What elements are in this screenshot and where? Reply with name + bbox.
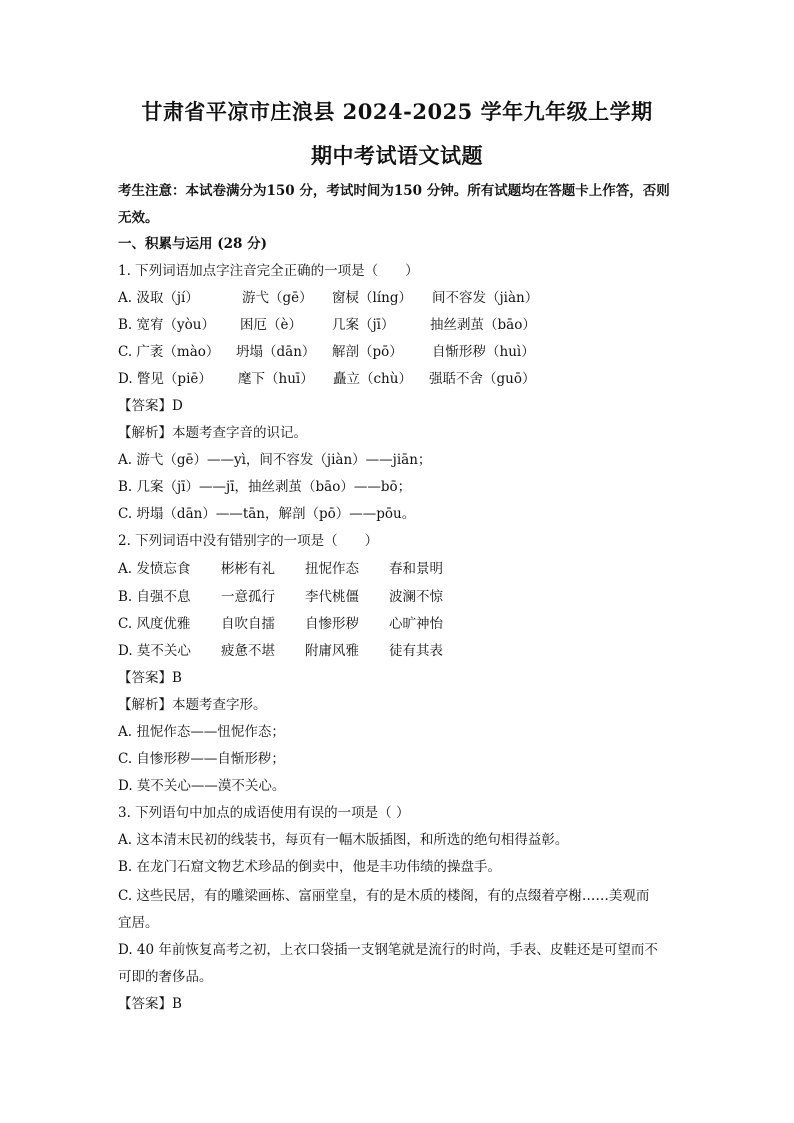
q2-a-3: 扭怩作态 xyxy=(305,561,359,577)
q3-line-3: 宜居。 xyxy=(118,915,159,931)
q1-b-2: 困厄（è） xyxy=(240,317,302,333)
q2-d-1: D. 莫不关心 xyxy=(118,643,191,659)
q2-option-d xyxy=(118,642,443,660)
q1-b-4: 抽丝剥茧（bāo） xyxy=(430,317,536,333)
q2-c-3: 自惨形秽 xyxy=(305,616,359,632)
q1-b-3: 几案（jī） xyxy=(332,317,395,333)
q3-line-2: C. 这些民居，有的雕梁画栋、富丽堂皇，有的是木质的楼阁，有的点缀着亭榭……美观而 xyxy=(118,888,650,904)
q1-d-1: D. 瞥见（piē） xyxy=(118,371,212,387)
q1-a-2: 游弋（gē） xyxy=(242,290,313,306)
q1-answer: 【答案】D xyxy=(118,398,183,414)
q2-a-1: A. 发愤忘食 xyxy=(118,561,191,577)
q1-c-3: 解剖（pō） xyxy=(332,344,403,360)
q1-d-2: 麾下（huī） xyxy=(238,371,314,387)
q1-a-1: A. 汲取（jí） xyxy=(118,290,199,306)
q3-line-4: D. 40 年前恢复高考之初，上衣口袋插一支钢笔就是流行的时尚，手表、皮鞋还是可望而不 xyxy=(118,942,658,958)
q2-answer: 【答案】B xyxy=(118,670,182,686)
q2-stem: 2. 下列词语中没有错别字的一项是（ ） xyxy=(118,533,379,549)
q1-option-a xyxy=(118,289,538,307)
q3-answer: 【答案】B xyxy=(118,996,182,1012)
section-heading: 一、积累与运用 (28 分) xyxy=(118,236,267,252)
q2-c-1: C. 风度优雅 xyxy=(118,616,191,632)
q2-option-c xyxy=(118,615,443,633)
q1-a-3: 窗棂（líng） xyxy=(332,290,412,306)
q1-option-c xyxy=(118,343,535,361)
q2-analysis-3: D. 莫不关心——漠不关心。 xyxy=(118,778,286,794)
q1-d-3: 矗立（chù） xyxy=(333,371,412,387)
q1-d-4: 强聒不舍（guō） xyxy=(429,371,536,387)
q2-b-4: 波澜不惊 xyxy=(389,589,443,605)
q2-d-4: 徒有其表 xyxy=(389,643,443,659)
q2-a-4: 春和景明 xyxy=(389,561,443,577)
q2-analysis-0: 【解析】本题考查字形。 xyxy=(118,697,267,713)
q2-c-4: 心旷神怡 xyxy=(389,616,443,632)
q2-option-b xyxy=(118,588,443,606)
q1-option-b xyxy=(118,316,536,334)
q1-analysis-2: B. 几案（jī）——jī，抽丝剥茧（bāo）——bō； xyxy=(118,479,412,495)
q2-option-a xyxy=(118,560,443,578)
q3-line-0: A. 这本清末民初的线装书，每页有一幅木版插图，和所选的绝句相得益彰。 xyxy=(118,832,569,848)
q1-stem: 1. 下列词语加点字注音完全正确的一项是（ ） xyxy=(118,263,419,279)
q2-analysis-1: A. 扭怩作态——忸怩作态； xyxy=(118,724,285,740)
q1-analysis-3: C. 坍塌（dān）——tān，解剖（pō）——pōu。 xyxy=(118,506,416,522)
q1-option-d xyxy=(118,370,535,388)
q1-a-4: 间不容发（jiàn） xyxy=(432,290,539,306)
q2-b-1: B. 自强不息 xyxy=(118,589,191,605)
title-line-1: 甘肃省平凉市庄浪县 2024-2025 学年九年级上学期 xyxy=(141,99,653,124)
q2-c-2: 自吹自擂 xyxy=(221,616,275,632)
q2-d-3: 附庸风雅 xyxy=(305,643,359,659)
q3-line-5: 可即的奢侈品。 xyxy=(118,969,213,985)
q1-c-4: 自惭形秽（huì） xyxy=(432,344,535,360)
q2-a-2: 彬彬有礼 xyxy=(221,561,275,577)
q1-c-1: C. 广袤（mào） xyxy=(118,344,220,360)
q3-stem: 3. 下列语句中加点的成语使用有误的一项是（ ） xyxy=(118,805,410,821)
exam-notice: 考生注意：本试卷满分为150 分，考试时间为150 分钟。所有试题均在答题卡上作答，否则无效。 xyxy=(118,183,670,226)
q2-b-2: 一意孤行 xyxy=(221,589,275,605)
q1-b-1: B. 宽宥（yòu） xyxy=(118,317,215,333)
q1-c-2: 坍塌（dān） xyxy=(236,344,316,360)
q1-analysis-1: A. 游弋（gē）——yì，间不容发（jiàn）——jiān； xyxy=(118,452,432,468)
q3-line-1: B. 在龙门石窟文物艺术珍品的倒卖中，他是丰功伟绩的操盘手。 xyxy=(118,859,502,875)
q1-analysis-0: 【解析】本题考查字音的识记。 xyxy=(118,425,307,441)
q2-b-3: 李代桃僵 xyxy=(305,589,359,605)
q2-d-2: 疲惫不堪 xyxy=(221,643,275,659)
q2-analysis-2: C. 自惨形秽——自惭形秽； xyxy=(118,751,285,767)
title-line-2: 期中考试语文试题 xyxy=(311,143,483,168)
